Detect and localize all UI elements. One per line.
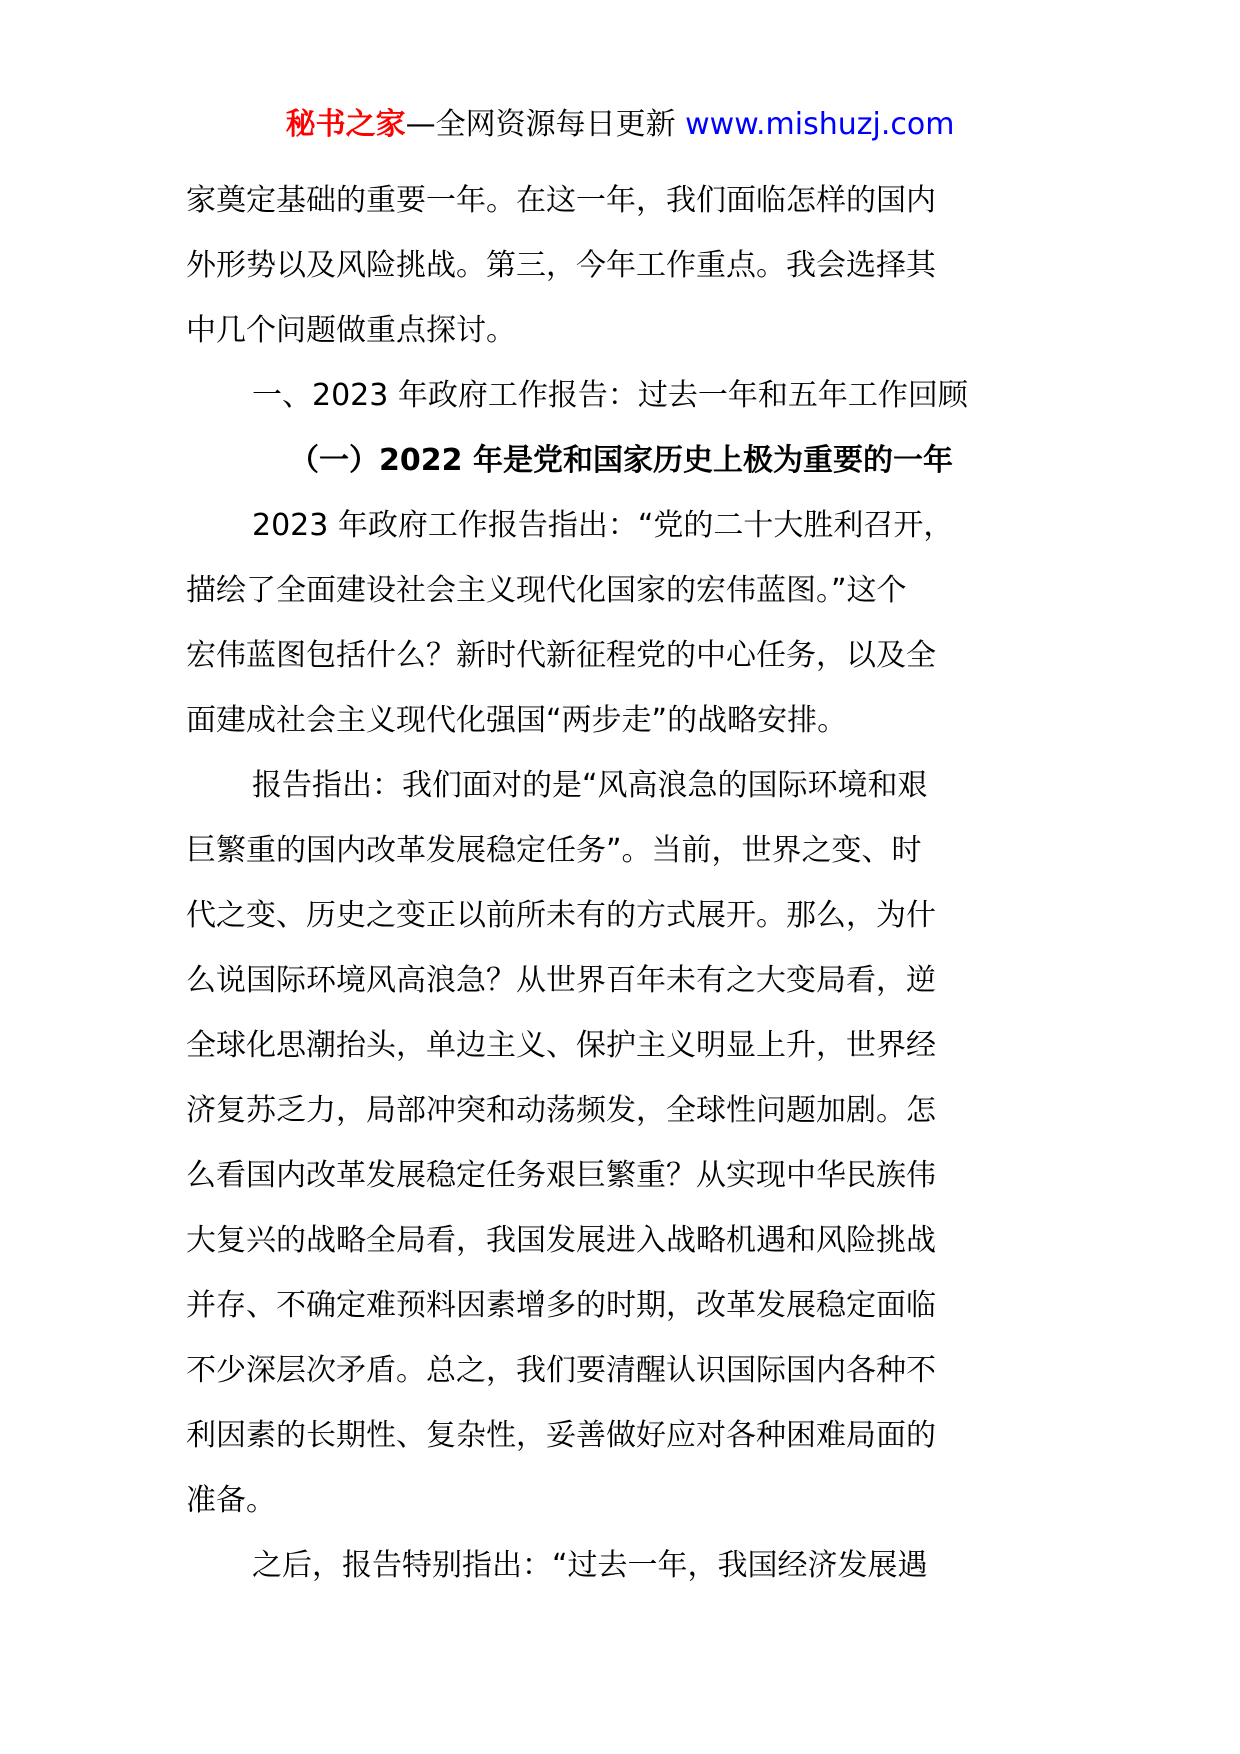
text-line: 么看国内改革发展稳定任务艰巨繁重？从实现中华民族伟	[186, 1158, 936, 1193]
text-line: 描绘了全面建设社会主义现代化国家的宏伟蓝图。”这个	[186, 573, 907, 608]
header-url-link[interactable]: www.mishuzj.com	[685, 107, 955, 142]
text-line: 面建成社会主义现代化强国“两步走”的战略安排。	[186, 703, 848, 738]
text-line: 外形势以及风险挑战。第三，今年工作重点。我会选择其	[186, 248, 936, 283]
text-line: 准备。	[186, 1483, 276, 1518]
subsection-heading: （一）2022 年是党和国家历史上极为重要的一年	[289, 443, 953, 478]
header-tagline: —全网资源每日更新	[405, 107, 686, 142]
text-line: 宏伟蓝图包括什么？新时代新征程党的中心任务，以及全	[186, 638, 936, 673]
text-line: 并存、不确定难预料因素增多的时期，改革发展稳定面临	[186, 1288, 936, 1323]
page-header	[0, 103, 1240, 147]
section-title: 一、2023 年政府工作报告：过去一年和五年工作回顾	[252, 378, 968, 413]
text-line: 巨繁重的国内改革发展稳定任务”。当前，世界之变、时	[186, 833, 922, 868]
paragraph-start: 之后，报告特别指出：“过去一年，我国经济发展遇	[252, 1548, 928, 1583]
text-line: 家奠定基础的重要一年。在这一年，我们面临怎样的国内	[186, 183, 936, 218]
paragraph-start: 2023 年政府工作报告指出：“党的二十大胜利召开，	[252, 508, 954, 543]
text-line: 利因素的长期性、复杂性，妥善做好应对各种困难局面的	[186, 1418, 936, 1453]
text-line: 大复兴的战略全局看，我国发展进入战略机遇和风险挑战	[186, 1223, 936, 1258]
paragraph-start: 报告指出：我们面对的是“风高浪急的国际环境和艰	[252, 768, 928, 803]
document-body	[186, 168, 1056, 1598]
text-line: 中几个问题做重点探讨。	[186, 313, 516, 348]
text-line: 代之变、历史之变正以前所未有的方式展开。那么，为什	[186, 898, 936, 933]
text-line: 全球化思潮抬头，单边主义、保护主义明显上升，世界经	[186, 1028, 936, 1063]
text-line: 不少深层次矛盾。总之，我们要清醒认识国际国内各种不	[186, 1353, 936, 1388]
text-line: 么说国际环境风高浪急？从世界百年未有之大变局看，逆	[186, 963, 936, 998]
text-line: 济复苏乏力，局部冲突和动荡频发，全球性问题加剧。怎	[186, 1093, 936, 1128]
header-brand: 秘书之家	[285, 107, 406, 142]
